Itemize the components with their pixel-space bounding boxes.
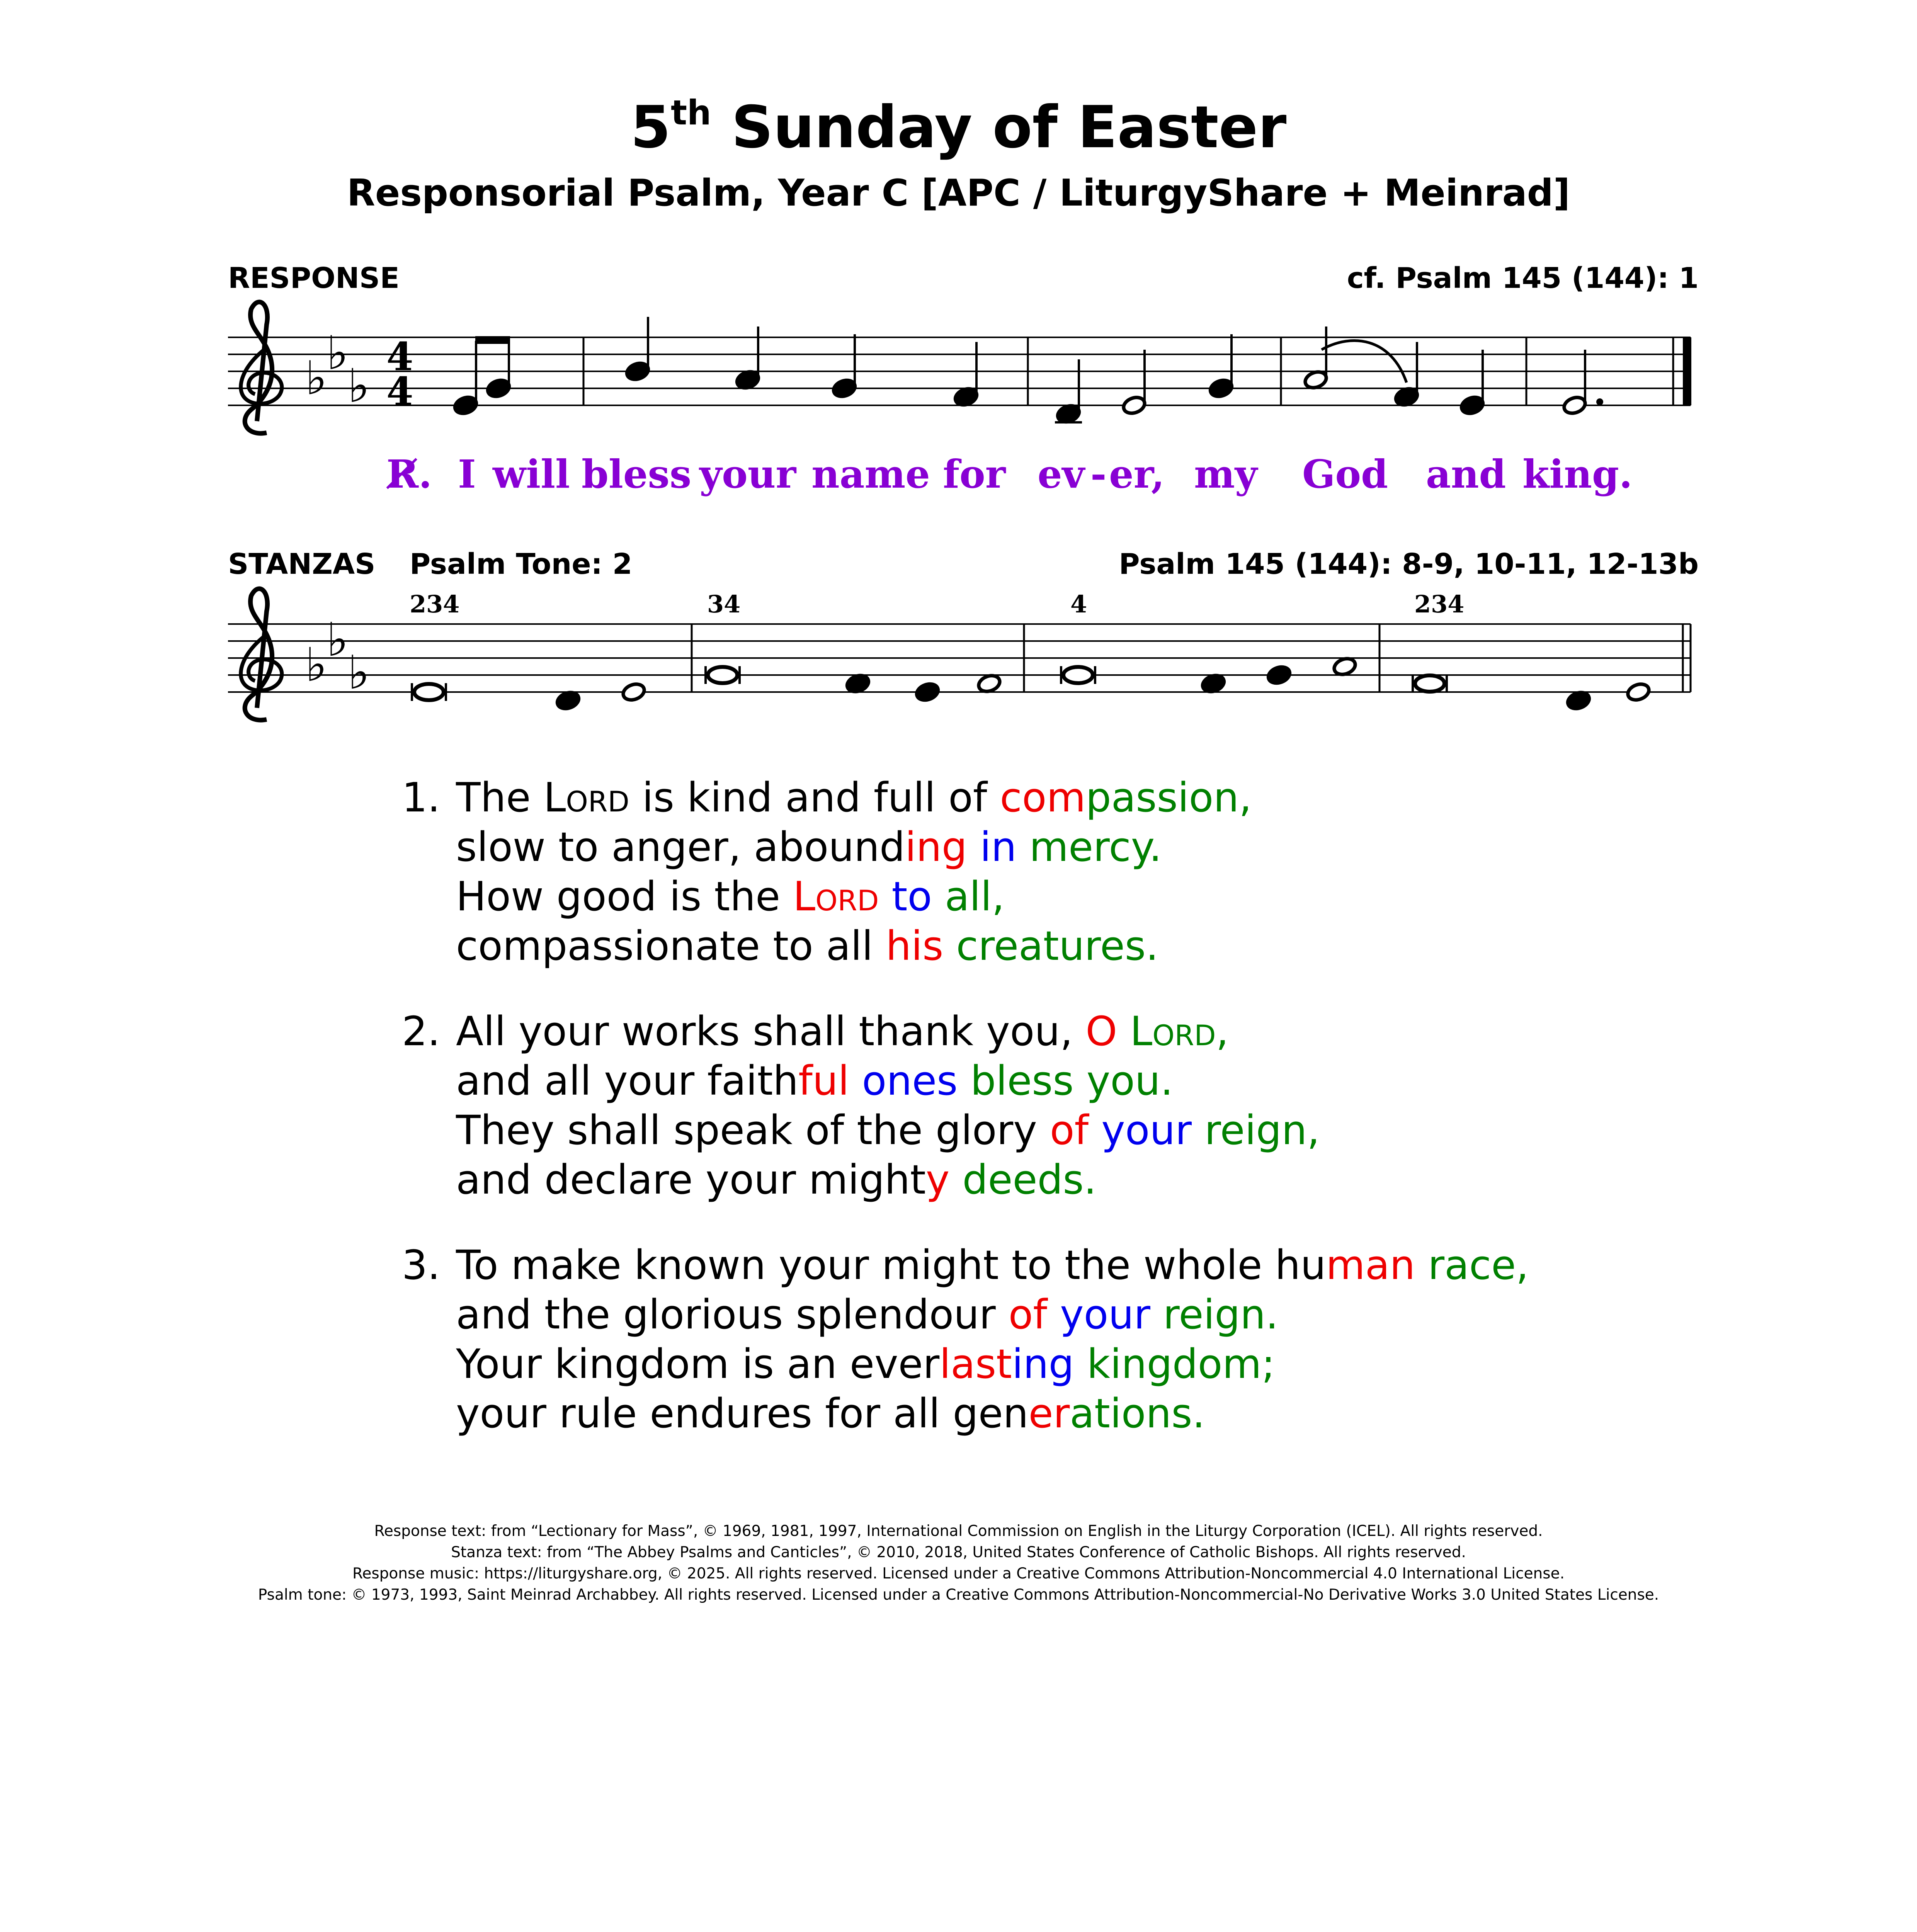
svg-text:♭: ♭ bbox=[305, 352, 327, 405]
stanza-line bbox=[402, 872, 1252, 921]
verse-mark: 234 bbox=[1414, 590, 1465, 618]
stanza-lines bbox=[402, 1007, 1320, 1204]
stanza-text-segment: Lord bbox=[793, 873, 879, 920]
stanza-text-segment: ing bbox=[905, 823, 967, 871]
stanza-text-segment: ones bbox=[862, 1057, 958, 1104]
stanza-text-segment: your bbox=[1060, 1291, 1150, 1338]
stanza-lines bbox=[402, 1240, 1529, 1438]
stanza-text-segment: in bbox=[980, 823, 1017, 871]
stanza-line bbox=[402, 1290, 1529, 1339]
lyric: king. bbox=[1522, 451, 1633, 497]
treble-clef-icon bbox=[241, 588, 282, 720]
stanza-lines bbox=[402, 773, 1252, 971]
stanza-text-segment: your bbox=[1101, 1107, 1192, 1154]
lyric: and bbox=[1426, 451, 1506, 497]
stanza-line bbox=[402, 1007, 1320, 1056]
breve-note bbox=[412, 683, 446, 701]
lyric: - bbox=[1090, 451, 1107, 497]
stanza-text-segment bbox=[879, 873, 892, 920]
svg-text:♭: ♭ bbox=[327, 613, 349, 667]
stanza-line bbox=[402, 1240, 1529, 1290]
response-lyrics bbox=[386, 451, 1633, 497]
stanza-text-segment: ful bbox=[798, 1057, 849, 1104]
stanza-text-segment: How good is the bbox=[456, 873, 793, 920]
stanza-line bbox=[402, 773, 1252, 822]
stanza-text-segment: and declare your might bbox=[456, 1156, 926, 1203]
stanza-text-segment: passion, bbox=[1085, 774, 1252, 821]
breve-note bbox=[1061, 666, 1095, 684]
stanza-text-segment: your rule endures for all gen bbox=[456, 1390, 1029, 1437]
verse-mark: 4 bbox=[1070, 590, 1087, 618]
copyright-line: Psalm tone: © 1973, 1993, Saint Meinrad Archabbey. All rights reserved. Licensed under a Creative Commons Attribution-Noncommercial-No Derivative Works 3.0 United States License. bbox=[258, 1586, 1659, 1604]
stanza-text-segment: and all your faith bbox=[456, 1057, 799, 1104]
psalm-tone-notes bbox=[412, 656, 1651, 712]
time-signature-bottom: 4 bbox=[386, 369, 413, 414]
stanza-3 bbox=[402, 1240, 1529, 1438]
time-signature-top: 4 bbox=[386, 334, 413, 379]
verse-marks bbox=[410, 590, 1464, 618]
psalm-tone-staff bbox=[0, 580, 1917, 742]
breve-note bbox=[706, 666, 740, 684]
stanza-text-segment: Lord, bbox=[1130, 1008, 1229, 1055]
lyric: God bbox=[1302, 451, 1388, 497]
final-barline bbox=[1683, 337, 1691, 405]
lyric: my bbox=[1194, 451, 1257, 497]
stanza-text-segment: race, bbox=[1415, 1242, 1529, 1289]
stanza-text-segment: last bbox=[939, 1340, 1012, 1388]
stanza-text-segment: man bbox=[1326, 1242, 1415, 1289]
stanza-text-segment bbox=[1117, 1008, 1130, 1055]
treble-clef-icon bbox=[241, 302, 282, 433]
stanza-text-segment: his bbox=[886, 922, 944, 969]
lyric: I bbox=[458, 451, 476, 497]
copyright-line: Stanza text: from “The Abbey Psalms and Canticles”, © 2010, 2018, United States Conference of Catholic Bishops. All rights reserved. bbox=[451, 1544, 1466, 1561]
page-title: 5th Sunday of Easter bbox=[630, 93, 1287, 161]
stanzas-reference: Psalm 145 (144): 8-9, 10-11, 12-13b bbox=[1119, 548, 1699, 581]
stanza-text-segment: is kind and full of bbox=[629, 774, 1000, 821]
response-staff bbox=[0, 0, 1917, 522]
key-signature-flats-icon bbox=[305, 327, 370, 413]
stanza-number: 3. bbox=[402, 1242, 441, 1289]
copyright-line: Response music: https://liturgyshare.org, © 2025. All rights reserved. Licensed under a Creative Commons Attribution-Noncommercial 4.0 International License. bbox=[352, 1565, 1565, 1582]
stanza-text-segment: mercy. bbox=[1016, 823, 1162, 871]
stanza-text-segment: To make known your might to the whole hu bbox=[456, 1242, 1326, 1289]
stanza-line bbox=[402, 1389, 1529, 1438]
verse-mark: 34 bbox=[707, 590, 741, 618]
lyric: bless bbox=[582, 451, 692, 497]
stanza-text-segment: reign, bbox=[1192, 1107, 1320, 1154]
stanza-text-segment: They shall speak of the glory bbox=[456, 1107, 1050, 1154]
stanza-text-segment: ations. bbox=[1070, 1390, 1205, 1437]
stanza-2 bbox=[402, 1007, 1320, 1204]
stanza-text-segment: kingdom; bbox=[1074, 1340, 1275, 1388]
lyric: your bbox=[699, 451, 796, 497]
copyright-line: Response text: from “Lectionary for Mass”, © 1969, 1981, 1997, International Commission on English in the Liturgy Corporation (ICEL). All rights reserved. bbox=[374, 1522, 1543, 1540]
stanza-line bbox=[402, 1339, 1529, 1389]
stanza-line bbox=[402, 921, 1252, 971]
stanza-text-segment: compassionate to all bbox=[456, 922, 886, 969]
stanza-text-segment: er bbox=[1028, 1390, 1070, 1437]
copyright-notice bbox=[0, 1520, 1917, 1605]
staff-lines bbox=[228, 624, 1691, 692]
stanza-line bbox=[402, 1155, 1320, 1204]
stanza-text-segment: Your kingdom is an ever bbox=[456, 1340, 940, 1388]
key-signature-flats-icon bbox=[305, 613, 370, 700]
psalm-tone: Psalm Tone: 2 bbox=[410, 548, 633, 581]
page-subtitle: Responsorial Psalm, Year C [APC / LiturgyShare + Meinrad] bbox=[347, 172, 1570, 214]
stanza-text-segment: of bbox=[1050, 1107, 1089, 1154]
stanza-text-segment: to bbox=[891, 873, 932, 920]
stanza-text-segment: O bbox=[1085, 1008, 1118, 1055]
stanza-text-segment bbox=[1089, 1107, 1101, 1154]
verse-mark: 234 bbox=[410, 590, 460, 618]
stanza-text-segment: all, bbox=[932, 873, 1005, 920]
lyric: ev bbox=[1038, 451, 1085, 497]
response-reference: cf. Psalm 145 (144): 1 bbox=[1347, 262, 1699, 295]
stanza-text-segment: reign. bbox=[1150, 1291, 1279, 1338]
stanza-text-segment: creatures. bbox=[943, 922, 1159, 969]
stanza-text-segment: ing bbox=[1012, 1340, 1074, 1388]
stanza-text-segment: Lord bbox=[543, 774, 629, 821]
lyric: will bbox=[493, 451, 570, 497]
stanza-text-segment: bless you. bbox=[958, 1057, 1173, 1104]
stanza-number: 2. bbox=[402, 1008, 441, 1055]
stanza-text-segment: and the glorious splendour bbox=[456, 1291, 1009, 1338]
stanza-text-segment: deeds. bbox=[949, 1156, 1097, 1203]
response-symbol: R̸. bbox=[386, 451, 432, 497]
stanza-line bbox=[402, 1056, 1320, 1105]
stanza-text-segment: y bbox=[925, 1156, 950, 1203]
lyric: name bbox=[811, 451, 930, 497]
lyric: er, bbox=[1109, 451, 1165, 497]
stanza-line bbox=[402, 822, 1252, 872]
stanza-line bbox=[402, 1105, 1320, 1155]
response-label: RESPONSE bbox=[228, 262, 400, 295]
stanza-number: 1. bbox=[402, 774, 441, 821]
svg-text:♭: ♭ bbox=[327, 327, 349, 380]
stanza-text-segment: slow to anger, abound bbox=[456, 823, 905, 871]
breve-note bbox=[1413, 675, 1447, 692]
stanza-text-segment: All your works shall thank you, bbox=[456, 1008, 1086, 1055]
stanza-1 bbox=[402, 773, 1252, 971]
svg-text:♭: ♭ bbox=[348, 359, 370, 413]
stanza-text-segment bbox=[1047, 1291, 1060, 1338]
stanza-text-segment: of bbox=[1008, 1291, 1048, 1338]
stanza-text-segment bbox=[849, 1057, 862, 1104]
stanza-text-segment: The bbox=[456, 774, 544, 821]
svg-text:♭: ♭ bbox=[305, 638, 327, 692]
stanza-text-segment bbox=[967, 823, 980, 871]
svg-text:♭: ♭ bbox=[348, 646, 370, 700]
lyric: for bbox=[943, 451, 1006, 497]
stanza-text-segment: com bbox=[1000, 774, 1086, 821]
stanzas-label: STANZAS bbox=[228, 548, 376, 581]
